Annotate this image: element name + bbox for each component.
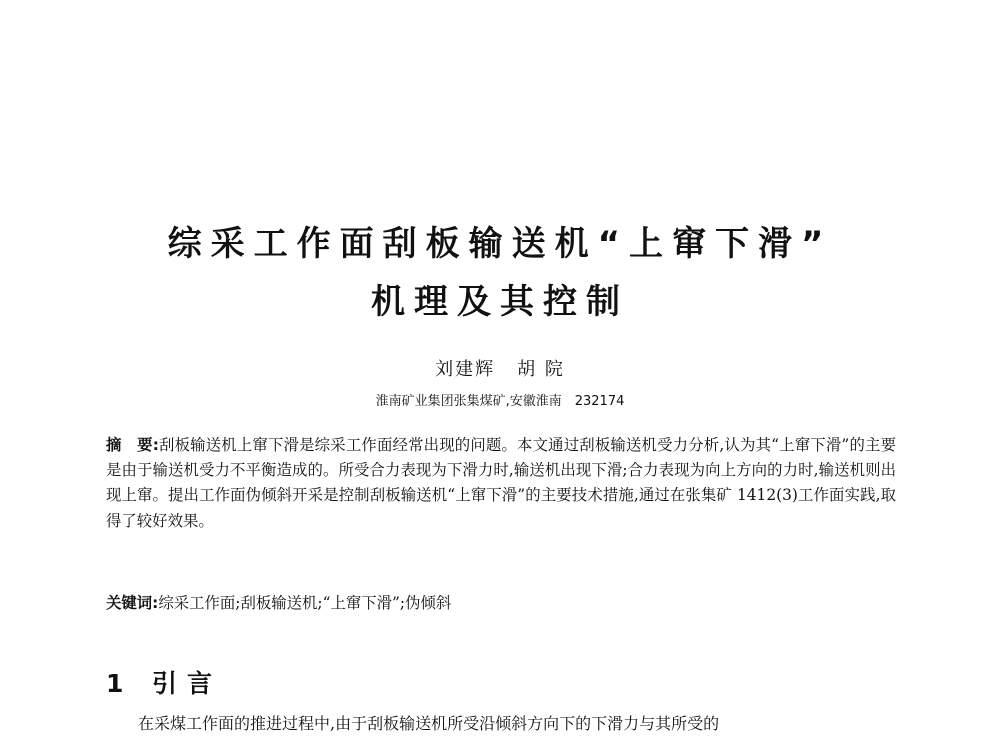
section-heading <box>106 664 222 700</box>
author-1: 刘建辉 <box>435 359 496 380</box>
paper-title-line-1: 综采工作面刮板输送机“上窜下滑” <box>167 224 833 264</box>
authors <box>0 355 1000 381</box>
body-paragraph: 在采煤工作面的推进过程中,由于刮板输送机所受沿倾斜方向下的下滑力与其所受的 <box>138 714 720 733</box>
abstract-text: 刮板输送机上窜下滑是综采工作面经常出现的问题。本文通过刮板输送机受力分析,认为其“上窜下滑”的主要是由于输送机受力不平衡造成的。所受合力表现为下滑力时,输送机出现下滑;合力表现为向上方向的力时,输送机则出现上窜。提出工作面伪倾斜开采是控制刮板输送机“上窜下滑”的主要技术措施,通过在张集矿 1412(3)工作面实践,取得了较好效果。 <box>106 436 896 530</box>
abstract-label: 摘 要: <box>106 436 159 454</box>
abstract <box>106 433 896 534</box>
keywords <box>106 591 896 616</box>
section-title: 引言 <box>152 669 223 698</box>
paper-title-line-2: 机理及其控制 <box>371 282 629 322</box>
section-number: 1 <box>106 669 124 698</box>
affiliation: 淮南矿业集团张集煤矿,安徽淮南 232174 <box>375 394 625 409</box>
author-2: 胡 院 <box>517 359 565 380</box>
keywords-text: 综采工作面;刮板输送机;“上窜下滑”;伪倾斜 <box>158 594 452 612</box>
keywords-label: 关键词: <box>106 594 159 612</box>
